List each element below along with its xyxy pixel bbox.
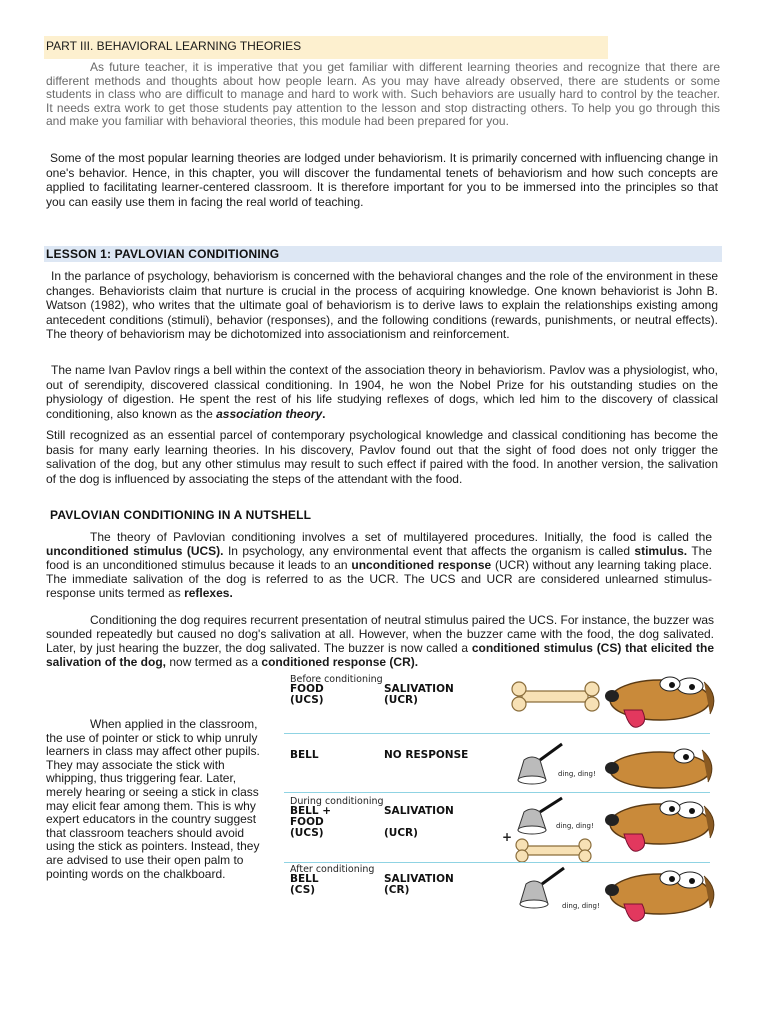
during-conditioning-label: During conditioning bbox=[290, 796, 384, 807]
intro-paragraph: As future teacher, it is imperative that you get familiar with different learning theories and recognize that there are different methods and thoughts about how people learn. As you may have already observed, there are students or some students in class who are difficult to manage and hard to work with. Such behaviors are usually hard to control by the teacher. It needs extra work to get those students pay attention to the lesson and stop distracting others. To help you go through this and make you familiar with behavioral theories, this module had been prepared for you. bbox=[46, 60, 720, 129]
behaviorism-paragraph: Some of the most popular learning theories are lodged under behaviorism. It is primarily concerned with influencing change in one's behavior. Hence, in this chapter, you will discover the fundamental tenets of behaviorism and how such concepts are applied to facilitating learner-centered classroom. It is therefore important for you to be immersed into the principles so that you can easily use them in facing the real world of teaching. bbox=[46, 151, 718, 209]
association-theory-term: association theory bbox=[216, 406, 323, 421]
pavlov-period: . bbox=[322, 406, 326, 421]
conditioning-paragraph bbox=[46, 613, 714, 669]
conditioning-diagram bbox=[284, 670, 724, 935]
before-conditioning-label: Before conditioning bbox=[290, 674, 383, 685]
salivating-dog-icon bbox=[604, 672, 722, 734]
bone-icon bbox=[512, 836, 596, 864]
still-recognized-paragraph: Still recognized as an essential parcel of contemporary psychological knowledge and classical conditioning has become the basis for many early learning theories. In his discovery, Pavlov found out that the sight of food does not only trigger the salivation of the dog, but any other stimulus may result to such effect if paired with the food. In another version, the salivation of the dog is influenced by associating the steps of the attendant with the food. bbox=[46, 428, 718, 486]
ding-label-2: ding, ding! bbox=[556, 822, 594, 830]
salivating-dog-icon bbox=[604, 866, 722, 928]
conditioning-text-1: Conditioning the dog requires recurrent presentation of neutral stimulus paired the UCS. For instance, the buzzer was sounded repeatedly but caused no dog's salivation at all. However, when the buzzer came with the food, the dog salivated. Later, by just hearing the buzzer, the dog salivated. The buzzer is now called a bbox=[46, 613, 714, 655]
theory-paragraph bbox=[46, 530, 712, 600]
ding-label-3: ding, ding! bbox=[562, 902, 600, 910]
bell-icon bbox=[504, 796, 568, 840]
parlance-paragraph: In the parlance of psychology, behaviorism is concerned with the behavioral changes and the role of the environment in these changes. Behaviorists claim that nurture is crucial in the process of acquiring knowledge. One known behaviorist is John B. Watson (1982), who writes that the ultimate goal of behaviorism is to derive laws to explain the relationships existing among antecedent conditions (stimuli), behavior (responses), and the following conditions (rewards, punishments, or neutral effects). The theory of behaviorism may be dichotomized into associationism and reinforcement. bbox=[46, 269, 718, 342]
bone-icon bbox=[506, 676, 606, 716]
ucs-term: unconditioned stimulus (UCS). bbox=[46, 544, 224, 558]
pavlov-text: The name Ivan Pavlov rings a bell within the context of the association theory in behaviorism. Pavlov was a physiologist, who, out of serendipity, discovered classical conditioning. In 1904, he won the Nobel Prize for his outstanding studies on the physiology of digestion. He spent the rest of his life studying reflexes of dogs, which led him to the discovery of classical conditioning, also known as the bbox=[46, 363, 718, 421]
ucr-term: unconditioned response bbox=[351, 558, 492, 572]
part-title: PART III. BEHAVIORAL LEARNING THEORIES bbox=[44, 36, 608, 59]
lesson-heading: LESSON 1: PAVLOVIAN CONDITIONING bbox=[46, 247, 280, 261]
bell-icon bbox=[506, 866, 570, 916]
stimulus-term: stimulus. bbox=[634, 544, 688, 558]
bell-food-ucs-label: BELL + FOOD (UCS) bbox=[290, 805, 332, 839]
theory-text-3: The food is an unconditioned stimulus because it leads to an bbox=[46, 544, 712, 572]
pavlov-paragraph bbox=[46, 363, 718, 421]
bell-icon bbox=[504, 742, 568, 792]
classroom-paragraph: When applied in the classroom, the use of pointer or stick to whip unruly learners in class may affect other pupils. They may associate the stick with whipping, thus triggering fear. Later, merely hearing or seeing a stick in class may elicit fear among them. This is why expert educators in the country suggest that classroom teachers should avoid using the stick as pointers. Instead, they are advised to use their open palm to pointing words on the chalkboard. bbox=[46, 717, 260, 881]
reflexes-term: reflexes. bbox=[184, 586, 233, 600]
salivation-ucr-label-2: SALIVATION (UCR) bbox=[384, 805, 454, 839]
theory-text-2: In psychology, any environmental event that affects the organism is called bbox=[223, 544, 635, 558]
bell-cs-label: BELL (CS) bbox=[290, 873, 319, 896]
salivating-dog-icon bbox=[604, 796, 722, 858]
nutshell-heading: PAVLOVIAN CONDITIONING IN A NUTSHELL bbox=[50, 508, 312, 522]
food-ucs-label: FOOD (UCS) bbox=[290, 683, 324, 706]
neutral-dog-icon bbox=[604, 742, 722, 792]
bell-label: BELL bbox=[290, 749, 319, 761]
no-response-label: NO RESPONSE bbox=[384, 749, 469, 761]
row-divider bbox=[284, 733, 710, 734]
after-conditioning-label: After conditioning bbox=[290, 864, 375, 875]
theory-text-4: (UCR) without any learning taking place. The immediate salivation of the dog is referred to as the UCR. The UCS and UCR are considered unlearned stimulus-response units termed as bbox=[46, 558, 712, 600]
plus-sign: + bbox=[502, 830, 513, 844]
cs-term: conditioned stimulus (CS) that elicited the salivation of the dog, bbox=[46, 641, 714, 669]
salivation-cr-label: SALIVATION (CR) bbox=[384, 873, 454, 896]
row-divider bbox=[284, 792, 710, 793]
ding-label-1: ding, ding! bbox=[558, 770, 596, 778]
row-divider bbox=[284, 862, 710, 863]
conditioning-text-2: now termed as a bbox=[166, 655, 262, 669]
salivation-ucr-label: SALIVATION (UCR) bbox=[384, 683, 454, 706]
theory-text-1: The theory of Pavlovian conditioning involves a set of multilayered procedures. Initially, the food is called the bbox=[90, 530, 712, 544]
cr-term: conditioned response (CR). bbox=[261, 655, 419, 669]
